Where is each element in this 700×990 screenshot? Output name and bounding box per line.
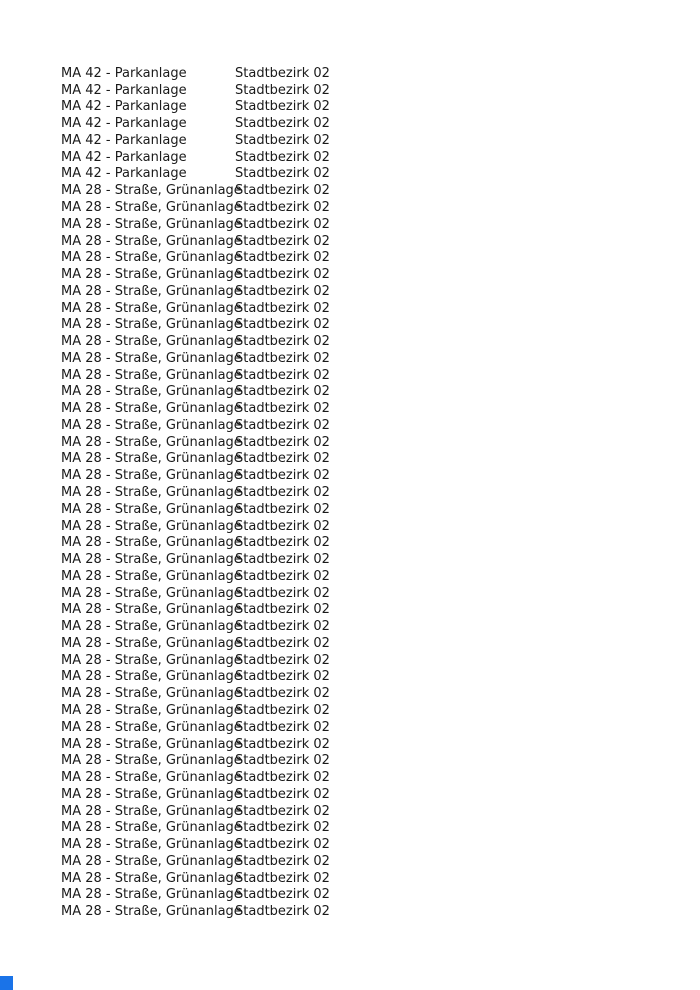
district-cell: Stadtbezirk 02 [235,501,330,517]
table-row [61,384,330,401]
district-cell: Stadtbezirk 02 [235,904,330,920]
district-cell: Stadtbezirk 02 [235,350,330,366]
table-row [61,283,330,300]
organization-cell: MA 28 - Straße, Grünanlage [61,216,242,232]
district-cell: Stadtbezirk 02 [235,434,330,450]
table-row [61,669,330,686]
table-row [61,819,330,836]
organization-cell: MA 28 - Straße, Grünanlage [61,770,242,786]
table-row [61,551,330,568]
table-row [61,316,330,333]
district-cell: Stadtbezirk 02 [235,300,330,316]
organization-cell: MA 28 - Straße, Grünanlage [61,451,242,467]
table-row [61,333,330,350]
organization-cell: MA 28 - Straße, Grünanlage [61,334,242,350]
district-cell: Stadtbezirk 02 [235,652,330,668]
organization-cell: MA 28 - Straße, Grünanlage [61,535,242,551]
organization-cell: MA 28 - Straße, Grünanlage [61,200,242,215]
table-row [61,501,330,518]
district-cell: Stadtbezirk 02 [235,552,330,568]
organization-cell: MA 28 - Straße, Grünanlage [61,183,242,199]
organization-cell: MA 28 - Straße, Grünanlage [61,518,242,534]
organization-cell: MA 28 - Straße, Grünanlage [61,753,242,769]
organization-cell: MA 28 - Straße, Grünanlage [61,568,242,584]
district-cell: Stadtbezirk 02 [235,149,330,165]
district-cell: Stadtbezirk 02 [235,317,330,333]
table-row [61,568,330,585]
district-cell: Stadtbezirk 02 [235,99,330,115]
district-cell: Stadtbezirk 02 [235,166,330,182]
table-row [61,99,330,116]
organization-cell: MA 28 - Straße, Grünanlage [61,552,242,568]
organization-cell: MA 28 - Straße, Grünanlage [61,719,242,735]
district-cell: Stadtbezirk 02 [235,669,330,685]
district-cell: Stadtbezirk 02 [235,116,330,132]
organization-cell: MA 28 - Straße, Grünanlage [61,702,242,718]
organization-cell: MA 28 - Straße, Grünanlage [61,417,242,433]
organization-cell: MA 28 - Straße, Grünanlage [61,283,242,299]
organization-cell: MA 28 - Straße, Grünanlage [61,853,242,869]
district-cell: Stadtbezirk 02 [235,719,330,735]
district-cell: Stadtbezirk 02 [235,686,330,702]
table-row [61,350,330,367]
district-cell: Stadtbezirk 02 [235,820,330,836]
district-cell: Stadtbezirk 02 [235,183,330,199]
district-cell: Stadtbezirk 02 [235,401,330,417]
table-row [61,602,330,619]
organization-cell: MA 28 - Straße, Grünanlage [61,803,242,819]
table-row [61,585,330,602]
table-row [61,719,330,736]
district-cell: Stadtbezirk 02 [235,485,330,501]
table-row [61,434,330,451]
table-row [61,618,330,635]
district-cell: Stadtbezirk 02 [235,853,330,869]
table-row [61,702,330,719]
organization-cell: MA 42 - Parkanlage [61,65,187,81]
district-cell: Stadtbezirk 02 [235,250,330,266]
organization-cell: MA 28 - Straße, Grünanlage [61,367,242,383]
organization-cell: MA 28 - Straße, Grünanlage [61,585,242,601]
district-cell: Stadtbezirk 02 [235,786,330,802]
table-row [61,199,330,216]
organization-cell: MA 28 - Straße, Grünanlage [61,317,242,333]
district-cell: Stadtbezirk 02 [235,887,330,903]
district-cell: Stadtbezirk 02 [235,65,330,81]
district-cell: Stadtbezirk 02 [235,770,330,786]
organization-cell: MA 28 - Straße, Grünanlage [61,736,242,752]
table-row [61,736,330,753]
table-row [61,836,330,853]
organization-cell: MA 28 - Straße, Grünanlage [61,434,242,450]
table-row [61,182,330,199]
district-cell: Stadtbezirk 02 [235,417,330,433]
district-cell: Stadtbezirk 02 [235,602,330,618]
bottom-left-blue-marker [0,976,13,990]
organization-cell: MA 28 - Straße, Grünanlage [61,300,242,316]
organization-cell: MA 42 - Parkanlage [61,132,187,148]
table-row [61,400,330,417]
district-cell: Stadtbezirk 02 [235,132,330,148]
table-row [61,249,330,266]
table-row [61,367,330,384]
table-row [61,115,330,132]
table-row [61,685,330,702]
organization-cell: MA 28 - Straße, Grünanlage [61,384,242,400]
organization-cell: MA 28 - Straße, Grünanlage [61,350,242,366]
organization-cell: MA 28 - Straße, Grünanlage [61,401,242,417]
district-cell: Stadtbezirk 02 [235,736,330,752]
district-cell: Stadtbezirk 02 [235,619,330,635]
table-row [61,635,330,652]
table-row [61,769,330,786]
table-row [61,300,330,317]
table-row [61,903,330,920]
table-row [61,887,330,904]
district-cell: Stadtbezirk 02 [235,837,330,853]
district-cell: Stadtbezirk 02 [235,334,330,350]
table-row [61,786,330,803]
district-cell: Stadtbezirk 02 [235,635,330,651]
table-row [61,803,330,820]
district-cell: Stadtbezirk 02 [235,568,330,584]
table-row [61,132,330,149]
data-table [61,65,330,920]
table-row [61,518,330,535]
table-row [61,451,330,468]
organization-cell: MA 28 - Straße, Grünanlage [61,501,242,517]
district-cell: Stadtbezirk 02 [235,367,330,383]
district-cell: Stadtbezirk 02 [235,267,330,283]
table-row [61,652,330,669]
table-row [61,870,330,887]
table-row [61,467,330,484]
district-cell: Stadtbezirk 02 [235,803,330,819]
organization-cell: MA 42 - Parkanlage [61,166,187,182]
organization-cell: MA 42 - Parkanlage [61,116,187,132]
organization-cell: MA 28 - Straße, Grünanlage [61,870,242,886]
table-row [61,216,330,233]
table-row [61,82,330,99]
organization-cell: MA 28 - Straße, Grünanlage [61,669,242,685]
table-row [61,484,330,501]
table-row [61,853,330,870]
table-row [61,417,330,434]
organization-cell: MA 28 - Straße, Grünanlage [61,485,242,501]
district-cell: Stadtbezirk 02 [235,535,330,551]
table-row [61,233,330,250]
organization-cell: MA 28 - Straße, Grünanlage [61,233,242,249]
table-row [61,534,330,551]
organization-cell: MA 42 - Parkanlage [61,82,187,98]
district-cell: Stadtbezirk 02 [235,702,330,718]
table-row [61,149,330,166]
organization-cell: MA 28 - Straße, Grünanlage [61,652,242,668]
organization-cell: MA 28 - Straße, Grünanlage [61,904,242,920]
organization-cell: MA 28 - Straße, Grünanlage [61,837,242,853]
district-cell: Stadtbezirk 02 [235,753,330,769]
district-cell: Stadtbezirk 02 [235,216,330,232]
district-cell: Stadtbezirk 02 [235,200,330,215]
table-row [61,166,330,183]
organization-cell: MA 28 - Straße, Grünanlage [61,786,242,802]
organization-cell: MA 28 - Straße, Grünanlage [61,686,242,702]
table-row [61,266,330,283]
district-cell: Stadtbezirk 02 [235,451,330,467]
organization-cell: MA 28 - Straße, Grünanlage [61,635,242,651]
district-cell: Stadtbezirk 02 [235,585,330,601]
table-row [61,752,330,769]
district-cell: Stadtbezirk 02 [235,283,330,299]
organization-cell: MA 28 - Straße, Grünanlage [61,820,242,836]
organization-cell: MA 28 - Straße, Grünanlage [61,250,242,266]
organization-cell: MA 28 - Straße, Grünanlage [61,602,242,618]
district-cell: Stadtbezirk 02 [235,468,330,484]
table-row [61,65,330,82]
organization-cell: MA 42 - Parkanlage [61,99,187,115]
organization-cell: MA 28 - Straße, Grünanlage [61,887,242,903]
district-cell: Stadtbezirk 02 [235,870,330,886]
organization-cell: MA 28 - Straße, Grünanlage [61,619,242,635]
district-cell: Stadtbezirk 02 [235,384,330,400]
district-cell: Stadtbezirk 02 [235,518,330,534]
organization-cell: MA 28 - Straße, Grünanlage [61,267,242,283]
organization-cell: MA 28 - Straße, Grünanlage [61,468,242,484]
district-cell: Stadtbezirk 02 [235,82,330,98]
district-cell: Stadtbezirk 02 [235,233,330,249]
organization-cell: MA 42 - Parkanlage [61,149,187,165]
